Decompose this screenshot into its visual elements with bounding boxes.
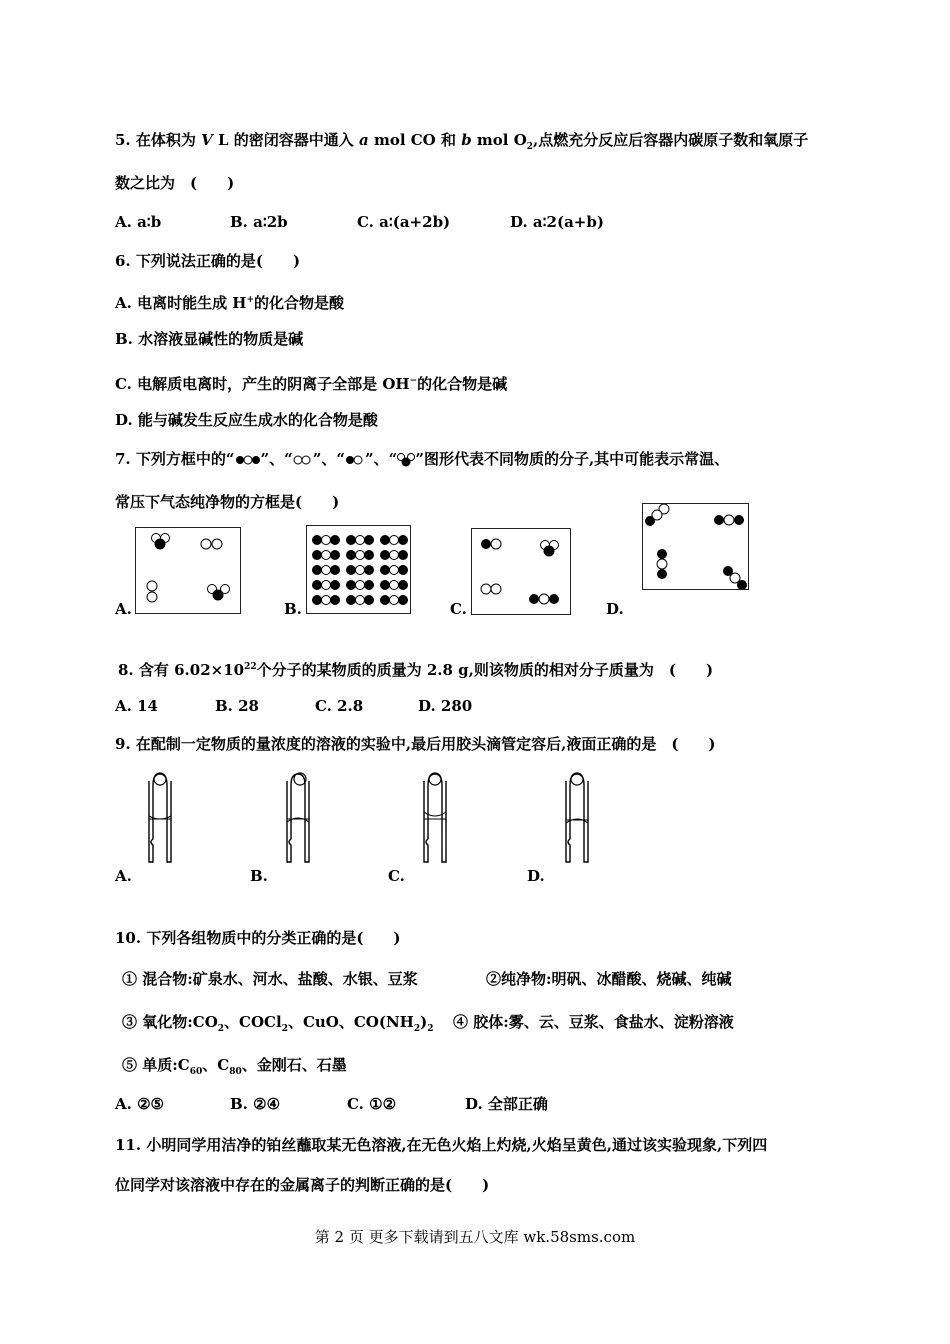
molecule-icon-triatomic: [235, 454, 261, 466]
q9-label-a: A.: [115, 867, 132, 885]
q5-stem-line1: 5. 在体积为 V L 的密闭容器中通入 a mol CO 和 b mol $O_2$,点燃充分反应后容器内碳原子数和氧原子: [115, 131, 809, 152]
option-c-molecules: [472, 529, 570, 614]
q10-item-4: ④ 胶体:雾、云、豆浆、食盐水、淀粉溶液: [453, 1013, 734, 1031]
option-c-box: [471, 528, 571, 615]
q10-option-b: B. ②④: [230, 1095, 281, 1113]
molecule-triatomic: [381, 566, 408, 575]
q6-option-c: C. 电解质电离时，产生的阴离子全部是 OH−的化合物是碱: [115, 375, 508, 393]
q7-label-c: C.: [450, 600, 467, 618]
molecule-triatomic: [347, 536, 374, 545]
molecule-triatomic: [381, 551, 408, 560]
molecule-triatomic: [313, 566, 340, 575]
molecule-icon-white-pair: [293, 454, 313, 466]
option-a-molecules: [136, 528, 240, 613]
molecule-triatomic: [313, 581, 340, 590]
q8-option-c: C. 2.8: [315, 697, 364, 715]
q10-item-5: ⑤ 单质$:C_{60}$、$C_{80}$、金刚石、石墨: [122, 1056, 347, 1077]
q5-option-b: B. a∶2b: [230, 213, 288, 231]
q10-option-c: C. ①②: [347, 1095, 397, 1113]
page-footer: 第 2 页 更多下载请到五八文库 wk.58sms.com: [314, 1228, 636, 1246]
molecule-triatomic: [347, 551, 374, 560]
molecule-triatomic: [313, 596, 340, 605]
q7-label-a: A.: [115, 600, 132, 618]
molecule-icon-mixed-pair: [345, 454, 365, 466]
tube-c-figure: [415, 770, 455, 865]
q5-stem-line2: 数之比为 ( ): [115, 174, 235, 192]
q9-label-d: D.: [527, 867, 545, 885]
q8-option-d: D. 280: [418, 697, 473, 715]
q9-label-c: C.: [388, 867, 405, 885]
q9-label-b: B.: [250, 867, 268, 885]
tube-d-figure: [557, 770, 597, 865]
q10-item-1: ① 混合物:矿泉水、河水、盐酸、水银、豆浆: [122, 970, 418, 988]
molecule-icon-bent: [397, 453, 415, 467]
q10-item-3: ③ 氧化物$:CO_2$、COCl$_2$、CuO、$CO(NH_2)_2$: [122, 1013, 434, 1034]
q5-option-c: C. a∶(a+2b): [357, 213, 451, 231]
molecule-triatomic: [381, 596, 408, 605]
q10-option-a: A. ②⑤: [115, 1095, 164, 1113]
tube-a-figure: [140, 770, 180, 865]
q10-item-2: ②纯净物:明矾、冰醋酸、烧碱、纯碱: [486, 970, 732, 988]
q5-option-d: D. a∶2(a+b): [510, 213, 604, 231]
option-b-molecules: [307, 526, 410, 613]
option-a-box: [135, 527, 241, 614]
q6-option-d: D. 能与碱发生反应生成水的化合物是酸: [115, 411, 378, 429]
option-d-molecules: [643, 504, 748, 589]
q6-option-a: A. 电离时能生成 H+的化合物是酸: [115, 294, 345, 312]
q8-option-a: A. 14: [115, 697, 158, 715]
option-b-box: [306, 525, 411, 614]
q8-stem: 8. 含有 $6.02\times 10^{22}$个分子的某物质的质量为 2.8 g,则该物质的相对分子质量为 ( ): [118, 661, 714, 679]
molecule-triatomic: [381, 581, 408, 590]
q6-stem: 6. 下列说法正确的是( ): [115, 252, 301, 270]
q6-option-b: B. 水溶液显碱性的物质是碱: [115, 330, 304, 348]
q11-stem-line2: 位同学对该溶液中存在的金属离子的判断正确的是( ): [115, 1176, 490, 1194]
q9-stem: 9. 在配制一定物质的量浓度的溶液的实验中,最后用胶头滴管定容后,液面正确的是 ( ): [115, 735, 716, 753]
q11-stem-line1: 11. 小明同学用洁净的铂丝蘸取某无色溶液,在无色火焰上灼烧,火焰呈黄色,通过该实验现象,下列四: [115, 1136, 768, 1154]
molecule-triatomic: [313, 551, 340, 560]
q5-option-a: A. a∶b: [115, 213, 162, 231]
q7-stem-line1: 7. 下列方框中的“ ”、“ ”、“ ”、“ ”图形代表不同物质的分子,其中可能表示常温、: [115, 450, 730, 468]
option-d-box: [642, 503, 749, 590]
q7-stem-line2: 常压下气态纯净物的方框是( ): [115, 493, 340, 511]
q10-stem: 10. 下列各组物质中的分类正确的是( ): [115, 929, 401, 947]
molecule-triatomic: [381, 536, 408, 545]
molecule-triatomic: [347, 566, 374, 575]
q10-option-d: D. 全部正确: [465, 1095, 548, 1113]
molecule-triatomic: [347, 581, 374, 590]
tube-b-figure: [278, 770, 318, 865]
q7-label-b: B.: [284, 600, 302, 618]
q8-option-b: B. 28: [215, 697, 259, 715]
molecule-triatomic: [347, 596, 374, 605]
molecule-triatomic: [313, 536, 340, 545]
q7-label-d: D.: [606, 600, 624, 618]
